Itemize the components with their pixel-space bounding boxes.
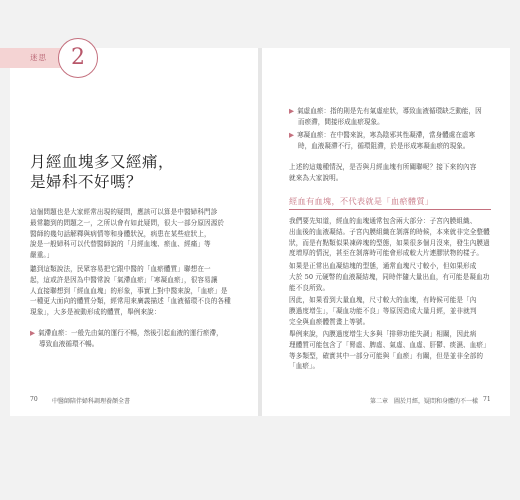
text-line: 上述的這幾種情況，是否與月經血塊有所關聯呢？接下來的內容 <box>289 163 477 171</box>
text-line: 說是一般婦科可以代替醫師說的「月經血塊、瘀血、經痛」等 <box>30 240 211 249</box>
text-line: 一種更大面向的體質分類，經常用來廣義描述「血液循環不良的各種 <box>30 297 231 306</box>
bullet-marker-icon: ▶ <box>289 131 295 139</box>
bullet-text-continued: 導致血液循環不暢。 <box>39 339 99 348</box>
right-bullet-2 <box>289 130 491 152</box>
bullet-text: 寒凝血瘀：在中醫來說，寒為陰邪其性凝滯，當身體處在虛寒 <box>297 131 476 139</box>
left-running-title: 中醫師陪伴婦科調理養顏全書 <box>52 398 131 405</box>
text-line: 大於 50 元硬幣的血液凝結塊，同時伴隨大量出血，有可能是凝血功 <box>289 272 490 281</box>
text-line: 狀，而是有點類似果凍碎塊的型態，如果很多個月沒來，發生內膜過 <box>289 238 490 247</box>
myth-label: 迷思 <box>30 53 47 62</box>
text-line: 度增厚的情況，甚至在剝落時可能會形成較大片連膠狀物的樣子。 <box>289 249 484 258</box>
text-line: 如果是正常出血凝結塊的型態，通常血塊尺寸較小，但如果形成 <box>289 262 477 270</box>
bullet-text: 氣滯血瘀：一般先由氣的運行不暢，然後引起血液的運行瘀滯， <box>38 329 223 337</box>
right-paragraph-3 <box>289 295 491 327</box>
myth-number: 2 <box>71 45 85 70</box>
text-line: 因此，如果看到大量血塊，尺寸較大的血塊，有時候可能是「內 <box>289 296 477 304</box>
text-line: 「血瘀」。 <box>289 362 320 371</box>
bullet-marker-icon: ▶ <box>289 107 295 115</box>
section-heading: 經血有血塊，不代表就是「血瘀體質」 <box>289 196 434 206</box>
right-paragraph-4 <box>289 329 491 372</box>
bullet-text: 氣虛血瘀：指的則是先有氣虛症狀，導致血液循環缺乏動能，因 <box>297 107 482 115</box>
right-paragraph-1 <box>289 216 491 259</box>
text-line: 最常聽到的問題之一，之所以會有如此疑問，很大一部分原因源於 <box>30 218 225 227</box>
bullet-marker-icon: ▶ <box>30 329 36 337</box>
bullet-text-continued: 時，血液凝滯不行，循環阻滯，於是形成寒凝血瘀的現象。 <box>298 141 470 150</box>
text-line: 能不良所致。 <box>289 283 330 292</box>
text-line: 就來為大家說明。 <box>289 173 343 182</box>
bullet-text-continued: 而瘀滯，間接形成血瘀現象。 <box>298 117 384 126</box>
text-line: 起，這或許是因為中醫常說「氣滯血瘀」「寒凝血瘀」，很容易讓 <box>30 275 218 284</box>
text-line: 嚴重。」 <box>30 251 54 260</box>
left-page-number: 70 <box>30 396 38 403</box>
text-line: 這個問題也是大家經常出現的疑問，應該可以算是中醫婦科門診 <box>30 208 218 216</box>
text-line: 舉例來說，內膜過度增生大多與「排卵功能失調」相關，因此病 <box>289 330 477 338</box>
left-bullet-item <box>30 328 238 350</box>
right-page-number: 71 <box>483 396 491 403</box>
text-line: 現象」，大多是被動形成的體質，舉例來說： <box>30 308 161 317</box>
right-intro-paragraph <box>289 162 491 184</box>
text-line: 醫師的幾句話解釋與病情等和身體狀況，病患在某些症狀上， <box>30 229 211 238</box>
text-line: 膜過度增生」，「凝血功能不良」等原因造成大量月經，並非就判 <box>289 306 477 315</box>
right-running-title: 第二章 圖於月經，疑問和身體的不一樣 <box>370 398 479 405</box>
text-line: 等多類型，確實其中一部分可能與「血瘀」有關，但是並非全部的 <box>289 351 484 360</box>
text-line: 人直接聯想到「經血血塊」的形象，事實上對中醫來說，「血瘀」是 <box>30 286 228 295</box>
right-bullet-1 <box>289 106 491 128</box>
page-title-line-2: 是婦科不好嗎？ <box>30 173 143 191</box>
text-line: 聽到這類說法，民眾容易把它跟中醫的「血瘀體質」聯想在一 <box>30 265 211 273</box>
right-paragraph-2 <box>289 261 491 293</box>
text-line: 完全與血瘀體質畫上等號。 <box>289 317 370 326</box>
left-paragraph-1 <box>30 207 238 261</box>
section-heading-underline <box>289 209 491 210</box>
myth-number-badge <box>58 38 98 78</box>
text-line: 出血後的血液凝結。子宮內膜組織在剝落的時候，本來就非完全整體 <box>289 227 490 236</box>
text-line: 理體質可能包含了「腎虛、脾虛、氣虛、血虛、肝鬱、痰濕、血瘀」 <box>289 340 490 349</box>
left-paragraph-2 <box>30 264 238 318</box>
text-line: 我們要先知道，經血的血塊通常包含兩大部分：子宮內膜組織、 <box>289 217 477 225</box>
page-title-line-1: 月經血塊多又經痛， <box>30 153 175 171</box>
